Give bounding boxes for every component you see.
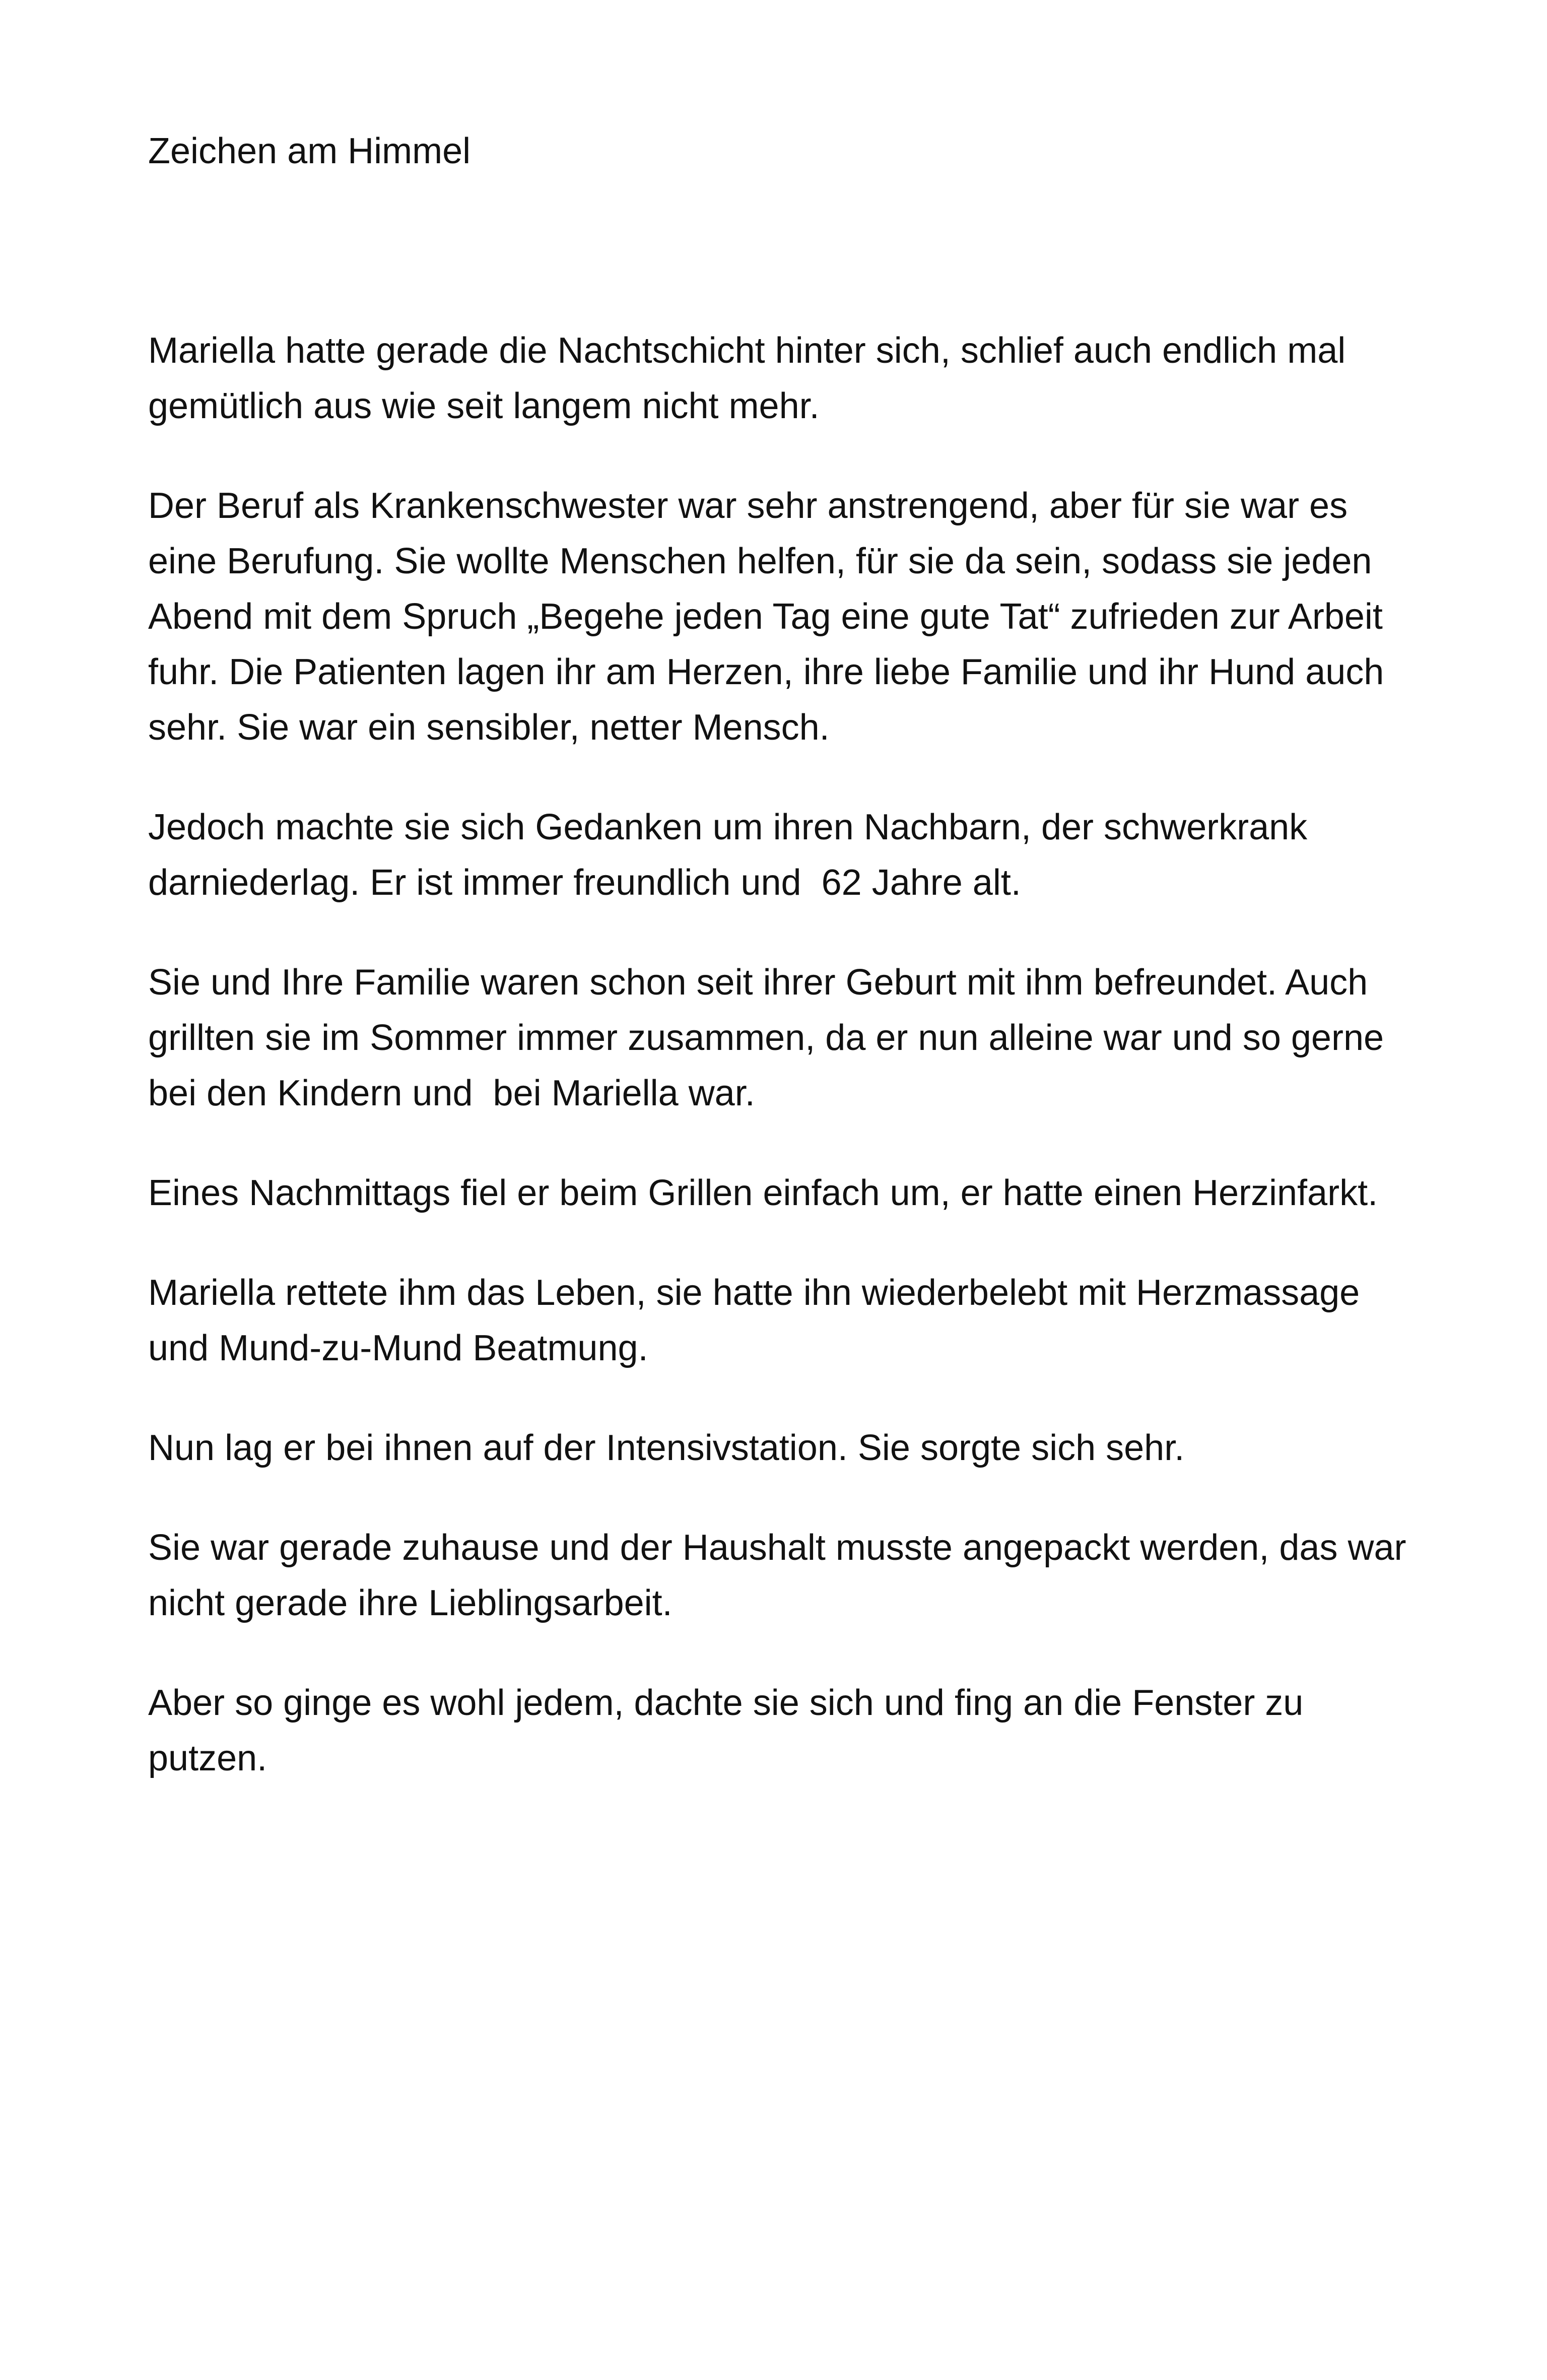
document-title: Zeichen am Himmel — [148, 131, 471, 171]
paragraph — [148, 478, 1508, 755]
text-line: Der Beruf als Krankenschwester war sehr anstrengend, aber für sie war es — [148, 486, 1348, 526]
text-line: Jedoch machte sie sich Gedanken um ihren Nachbarn, der schwerkrank — [148, 807, 1308, 847]
text-line: Mariella hatte gerade die Nachtschicht hinter sich, schlief auch endlich mal — [148, 330, 1346, 371]
paragraph — [148, 1165, 1508, 1221]
text-line: Abend mit dem Spruch „Begehe jeden Tag eine gute Tat“ zufrieden zur Arbeit — [148, 597, 1383, 637]
text-line: Sie und Ihre Familie waren schon seit ihrer Geburt mit ihm befreundet. Auch — [148, 962, 1368, 1003]
paragraph — [148, 323, 1508, 434]
text-line: darniederlag. Er ist immer freundlich und 62 Jahre alt. — [148, 863, 1021, 903]
text-line: nicht gerade ihre Lieblingsarbeit. — [148, 1583, 672, 1623]
paragraph — [148, 1420, 1508, 1476]
paragraph — [148, 1675, 1508, 1786]
text-line: eine Berufung. Sie wollte Menschen helfen, für sie da sein, sodass sie jeden — [148, 541, 1372, 581]
text-line: bei den Kindern und bei Mariella war. — [148, 1073, 755, 1113]
text-line: grillten sie im Sommer immer zusammen, da er nun alleine war und so gerne — [148, 1018, 1384, 1058]
text-line: Mariella rettete ihm das Leben, sie hatte ihn wiederbelebt mit Herzmassage — [148, 1273, 1360, 1313]
text-line: Nun lag er bei ihnen auf der Intensivstation. Sie sorgte sich sehr. — [148, 1428, 1185, 1468]
text-line: Aber so ginge es wohl jedem, dachte sie sich und fing an die Fenster zu — [148, 1683, 1304, 1723]
paragraph — [148, 955, 1508, 1121]
document-body — [148, 123, 1508, 1830]
paragraph — [148, 800, 1508, 910]
paragraph — [148, 1265, 1508, 1376]
text-line: gemütlich aus wie seit langem nicht mehr. — [148, 386, 820, 426]
paragraph — [148, 1520, 1508, 1631]
text-line: sehr. Sie war ein sensibler, netter Mensch. — [148, 707, 830, 748]
text-line: fuhr. Die Patienten lagen ihr am Herzen, ihre liebe Familie und ihr Hund auch — [148, 652, 1384, 692]
text-line: putzen. — [148, 1738, 267, 1778]
text-line: und Mund-zu-Mund Beatmung. — [148, 1328, 648, 1368]
text-line: Sie war gerade zuhause und der Haushalt musste angepackt werden, das war — [148, 1528, 1406, 1568]
text-line: Eines Nachmittags fiel er beim Grillen einfach um, er hatte einen Herzinfarkt. — [148, 1173, 1378, 1213]
